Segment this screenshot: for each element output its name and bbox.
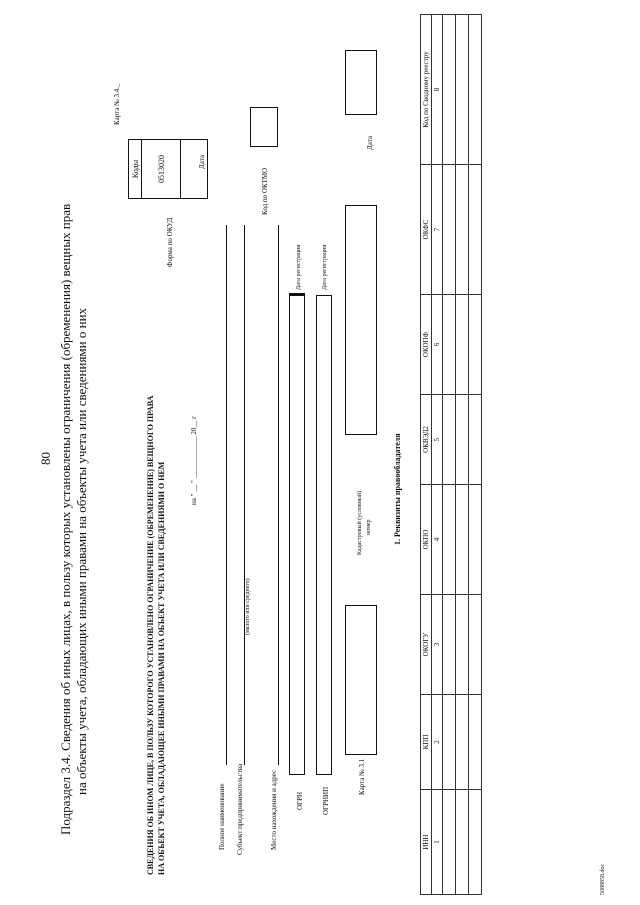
table-cell[interactable] (469, 165, 482, 295)
okud-code: 0513020 (142, 140, 181, 199)
table-header-okved2: ОКВЭД2 (421, 395, 432, 485)
table-cell[interactable] (469, 790, 482, 895)
table-header-okopf: ОКОПФ (421, 295, 432, 395)
section-title: Подраздел 3.4. Сведения об иных лицах, в пользу которых установлены ограничения (обременения) вещных прав (58, 203, 73, 835)
oktmo-box[interactable] (250, 107, 278, 147)
codes-table (128, 139, 208, 199)
reg-date-label: Дата регистрации (296, 244, 302, 290)
date-box[interactable] (345, 50, 377, 115)
table-header-kpp: КПП (421, 695, 432, 790)
table-cell[interactable] (469, 395, 482, 485)
table-header-svod: Код по Сводному реестру (421, 15, 432, 165)
ogrnip-box[interactable] (316, 295, 332, 775)
requisites-title: 1. Реквизиты правообладателя (393, 433, 402, 545)
table-cell[interactable] (456, 395, 469, 485)
section-title-line2: на объекты учета, обладающих иными правами на объекты учета или сведениями о них (74, 307, 89, 795)
ogrn-divider (289, 293, 305, 295)
table-num-1: 1 (432, 790, 443, 895)
table-num-3: 3 (432, 595, 443, 695)
table-cell[interactable] (456, 165, 469, 295)
table-num-7: 7 (432, 165, 443, 295)
table-cell[interactable] (443, 165, 456, 295)
ogrnip-label: ОГРНИП (322, 786, 330, 815)
table-cell[interactable] (456, 15, 469, 165)
address-label: Место нахождения и адрес (270, 769, 278, 850)
table-cell[interactable] (443, 595, 456, 695)
table-num-2: 2 (432, 695, 443, 790)
cadastral-label2: номер (366, 519, 372, 535)
ogrn-box[interactable] (289, 295, 305, 775)
date-label: Дата (198, 155, 206, 169)
full-name-field[interactable] (226, 225, 227, 765)
subject-hint: (малого или среднего) (245, 578, 251, 635)
table-cell[interactable] (443, 395, 456, 485)
footer-file: 5088858.doc (600, 863, 606, 895)
table-cell[interactable] (443, 695, 456, 790)
table-header-okpo: ОКПО (421, 485, 432, 595)
card-number: Карта № 3.4._ (113, 83, 121, 125)
table-cell[interactable] (469, 295, 482, 395)
card31-label: Карта № 3.1 (358, 758, 366, 795)
table-cell[interactable] (469, 695, 482, 790)
table-num-4: 4 (432, 485, 443, 595)
page-number: 80 (38, 452, 53, 465)
cadastral-box[interactable] (345, 205, 377, 435)
subject-label: Субъект предпринимательства (236, 763, 244, 855)
subject-field[interactable] (244, 225, 245, 765)
table-cell[interactable] (469, 595, 482, 695)
okud-label: Форма по ОКУД (166, 217, 174, 267)
table-row[interactable] (469, 15, 482, 895)
oktmo-label: Код по ОКТМО (261, 167, 269, 215)
card31-box[interactable] (345, 605, 377, 755)
table-num-5: 5 (432, 395, 443, 485)
table-cell[interactable] (469, 15, 482, 165)
table-row[interactable] (456, 15, 469, 895)
table-num-8: 8 (432, 15, 443, 165)
table-number-row (432, 15, 443, 895)
table-header-okogu: ОКОГУ (421, 595, 432, 695)
reg-date-label2: Дата регистрации (322, 244, 328, 290)
table-cell[interactable] (443, 790, 456, 895)
table-cell[interactable] (443, 295, 456, 395)
date-line: на " __ " ____________ 20__ г (190, 416, 198, 505)
table-cell[interactable] (456, 790, 469, 895)
heading-line1: СВЕДЕНИЯ ОБ ИНОМ ЛИЦЕ, В ПОЛЬЗУ КОТОРОГО УСТАНОВЛЕНО ОГРАНИЧЕНИЕ (ОБРЕМЕНЕНИЕ) ВЕЩНОГО ПРАВА (146, 395, 155, 875)
table-cell[interactable] (456, 295, 469, 395)
cadastral-label: Кадастровый (условный) (357, 490, 363, 555)
table-cell[interactable] (443, 15, 456, 165)
table-header-row (421, 15, 432, 895)
table-cell[interactable] (456, 595, 469, 695)
address-field[interactable] (278, 225, 279, 765)
full-name-label: Полное наименование (218, 783, 226, 850)
table-cell[interactable] (469, 485, 482, 595)
table-cell[interactable] (443, 485, 456, 595)
heading-line2: НА ОБЪЕКТ УЧЕТА, ОБЛАДАЮЩЕЕ ИНЫМИ ПРАВАМИ НА ОБЪЕКТ УЧЕТА ИЛИ СВЕДЕНИЯМИ О НЕМ (157, 461, 166, 875)
table-row[interactable] (443, 15, 456, 895)
ogrn-label: ОГРН (296, 791, 304, 810)
table-cell[interactable] (456, 485, 469, 595)
table-num-6: 6 (432, 295, 443, 395)
date-label2: Дата (366, 136, 374, 150)
requisites-table (420, 14, 482, 895)
table-header-inn: ИНН (421, 790, 432, 895)
codes-header: Коды (129, 140, 142, 199)
table-cell[interactable] (456, 695, 469, 790)
date-code-cell[interactable] (181, 140, 208, 199)
table-header-okfs: ОКФС (421, 165, 432, 295)
